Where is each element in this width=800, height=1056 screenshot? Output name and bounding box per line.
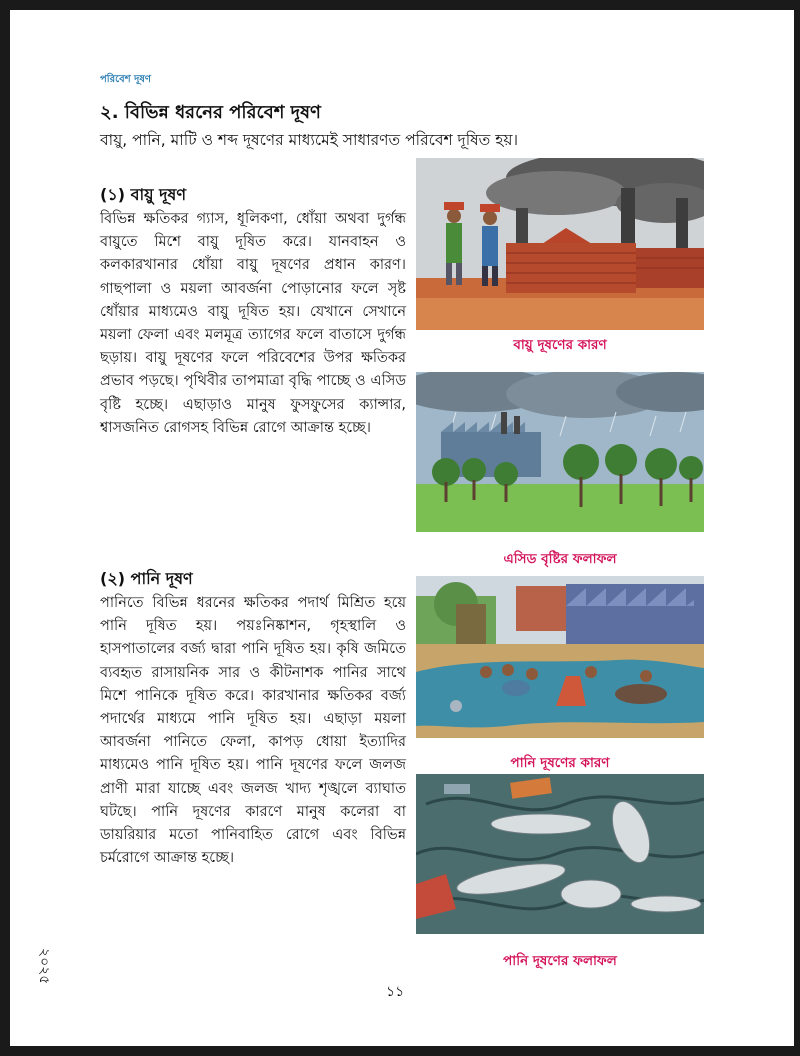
figure-water-pollution-effects — [416, 774, 704, 973]
page-number: ১১ — [386, 984, 405, 1000]
textbook-page — [10, 10, 794, 1046]
figure-caption: বায়ু দূষণের কারণ — [513, 337, 607, 353]
side-year: ২০২৫ — [36, 948, 52, 985]
water-pollution-text: পানিতে বিভিন্ন ধরনের ক্ষতিকর পদার্থ মিশ্রিত হয়ে পানি দূষিত হয়। পয়ঃনিষ্কাশন, গৃহস্থালি ও হাসপাতালের বর্জ্য দ্বারা পানি দূষিত হয়। কৃষি জমিতে ব্যবহৃত রাসায়নিক সার ও কীটনাশক পানির সাথে মিশে পানিকে দূষিত করে। কারখানার ক্ষতিকর বর্জ্য পদার্থের মাধ্যমে পানি দূষিত হয়। এছাড়া ময়লা আবর্জনা পানিতে ফেলা, কাপড় ধোয়া ইত্যাদির মাধ্যমেও পানি দূষিত হয়। পানি দূষণের ফলে জলজ প্রাণী মারা যাচ্ছে এবং জলজ খাদ্য শৃঙ্খলে ব্যাঘাত ঘটছে। পানি দূষণের কারণে মানুষ কলেরা বা ডায়রিয়ার মতো পানিবাহিত রোগে এবং বিভিন্ন চর্মরোগে আক্রান্ত হচ্ছে। — [100, 595, 406, 867]
figure-caption: পানি দূষণের কারণ — [510, 755, 610, 771]
figure-air-pollution-causes — [416, 158, 704, 357]
section-title: ২. বিভিন্ন ধরনের পরিবেশ দূষণ — [100, 102, 321, 123]
air-pollution-heading: (১) বায়ু দূষণ — [100, 185, 187, 204]
figure-caption: পানি দূষণের ফলাফল — [503, 953, 617, 969]
river-pollution-illustration — [416, 576, 704, 748]
acid-rain-illustration — [416, 372, 704, 544]
intro-text: বায়ু, পানি, মাটি ও শব্দ দূষণের মাধ্যমেই সাধারণত পরিবেশ দূষিত হয়। — [100, 131, 519, 149]
figure-water-pollution-causes — [416, 576, 704, 775]
running-head: পরিবেশ দূষণ — [100, 74, 151, 85]
air-pollution-text: বিভিন্ন ক্ষতিকর গ্যাস, ধূলিকণা, ধোঁয়া অথবা দুর্গন্ধ বায়ুতে মিশে বায়ু দূষিত করে। যানবাহন ও কলকারখানার ধোঁয়া বায়ু দূষণের প্রধান কারণ। গাছপালা ও ময়লা আবর্জনা পোড়ানোর ফলে সৃষ্ট ধোঁয়ার মাধ্যমেও বায়ু দূষিত হয়। যেখানে সেখানে ময়লা ফেলা এবং মলমূত্র ত্যাগের ফলে বাতাসে দুর্গন্ধ ছড়ায়। বায়ু দূষণের ফলে পরিবেশের উপর ক্ষতিকর প্রভাব পড়ছে। পৃথিবীর তাপমাত্রা বৃদ্ধি পাচ্ছে ও এসিড বৃষ্টি হচ্ছে। এছাড়াও মানুষ ফুসফুসের ক্যান্সার, শ্বাসজনিত রোগসহ বিভিন্ন রোগে আক্রান্ত হচ্ছে। — [100, 211, 406, 436]
figure-acid-rain-effects — [416, 372, 704, 571]
brick-kiln-illustration — [416, 158, 704, 330]
water-pollution-heading: (২) পানি দূষণ — [100, 569, 193, 588]
figure-caption: এসিড বৃষ্টির ফলাফল — [503, 551, 617, 567]
dead-fish-illustration — [416, 774, 704, 946]
